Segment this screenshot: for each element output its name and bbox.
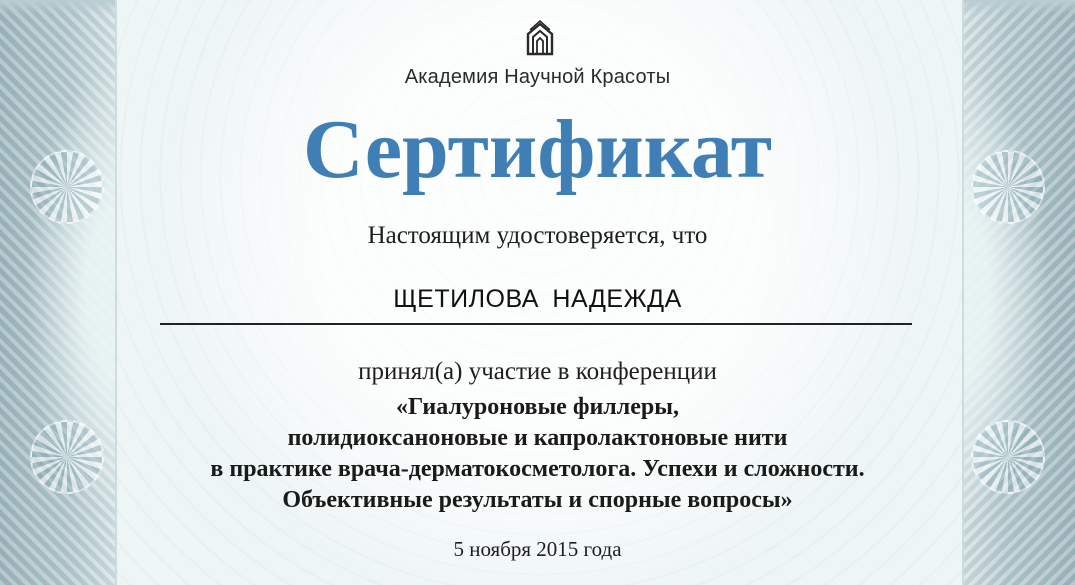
certificate-title: Сертификат — [303, 103, 772, 196]
certify-text: Настоящим удостоверяется, что — [367, 222, 708, 249]
recipient-name: ЩЕТИЛОВА НАДЕЖДА — [393, 285, 682, 313]
organization-name: Академия Научной Красоты — [404, 66, 671, 88]
conference-topic — [0, 392, 1075, 516]
name-underline — [160, 323, 912, 325]
topic-line: «Гиалуроновые филлеры, — [396, 394, 679, 420]
topic-line: полидиоксаноновые и капролактоновые нити — [287, 425, 788, 451]
academy-logo-icon — [524, 20, 556, 60]
topic-line: в практике врача-дерматокосметолога. Успехи и сложности. — [210, 456, 865, 482]
topic-line: Объективные результаты и спорные вопросы» — [282, 487, 793, 513]
conference-date: 5 ноября 2015 года — [453, 537, 622, 561]
participation-text: принял(а) участие в конференции — [358, 358, 717, 385]
